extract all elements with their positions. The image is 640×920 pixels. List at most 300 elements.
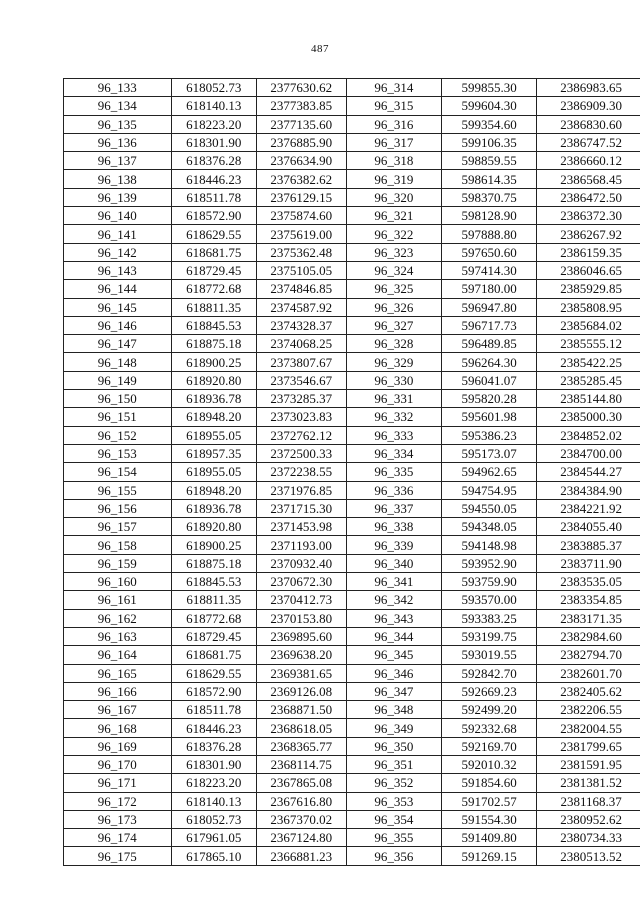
point-id-right-cell: 96_338: [346, 518, 441, 536]
x-coordinate-left-cell: 618511.78: [171, 188, 256, 206]
y-coordinate-right-cell: 2386568.45: [537, 170, 640, 188]
y-coordinate-right-cell: 2386660.12: [537, 152, 640, 170]
x-coordinate-right-cell: 591702.57: [442, 792, 537, 810]
point-id-left-cell: 96_144: [64, 280, 172, 298]
table-row: [64, 719, 640, 737]
x-coordinate-left-cell: 618572.90: [171, 207, 256, 225]
x-coordinate-left-cell: 618920.80: [171, 371, 256, 389]
x-coordinate-left-cell: 618301.90: [171, 755, 256, 773]
x-coordinate-left-cell: 618845.53: [171, 316, 256, 334]
x-coordinate-right-cell: 595386.23: [442, 426, 537, 444]
point-id-right-cell: 96_333: [346, 426, 441, 444]
y-coordinate-right-cell: 2383885.37: [537, 536, 640, 554]
x-coordinate-left-cell: 618729.45: [171, 261, 256, 279]
point-id-left-cell: 96_147: [64, 335, 172, 353]
y-coordinate-left-cell: 2374587.92: [256, 298, 346, 316]
x-coordinate-right-cell: 594962.65: [442, 463, 537, 481]
table-row: [64, 755, 640, 773]
point-id-left-cell: 96_158: [64, 536, 172, 554]
y-coordinate-right-cell: 2385285.45: [537, 371, 640, 389]
x-coordinate-right-cell: 599604.30: [442, 97, 537, 115]
table-row: [64, 316, 640, 334]
y-coordinate-left-cell: 2369381.65: [256, 664, 346, 682]
point-id-right-cell: 96_317: [346, 133, 441, 151]
x-coordinate-left-cell: 618772.68: [171, 609, 256, 627]
point-id-right-cell: 96_355: [346, 829, 441, 847]
y-coordinate-right-cell: 2385144.80: [537, 390, 640, 408]
y-coordinate-right-cell: 2385808.95: [537, 298, 640, 316]
y-coordinate-right-cell: 2384055.40: [537, 518, 640, 536]
table-row: [64, 243, 640, 261]
point-id-left-cell: 96_143: [64, 261, 172, 279]
y-coordinate-right-cell: 2384384.90: [537, 481, 640, 499]
point-id-right-cell: 96_316: [346, 115, 441, 133]
y-coordinate-left-cell: 2366881.23: [256, 847, 346, 865]
y-coordinate-left-cell: 2376634.90: [256, 152, 346, 170]
point-id-left-cell: 96_167: [64, 701, 172, 719]
y-coordinate-right-cell: 2386909.30: [537, 97, 640, 115]
table-row: [64, 701, 640, 719]
x-coordinate-right-cell: 593019.55: [442, 646, 537, 664]
y-coordinate-left-cell: 2369895.60: [256, 627, 346, 645]
y-coordinate-left-cell: 2373546.67: [256, 371, 346, 389]
table-row: [64, 499, 640, 517]
y-coordinate-right-cell: 2385000.30: [537, 408, 640, 426]
point-id-left-cell: 96_173: [64, 810, 172, 828]
point-id-right-cell: 96_321: [346, 207, 441, 225]
x-coordinate-left-cell: 618681.75: [171, 243, 256, 261]
x-coordinate-left-cell: 618955.05: [171, 463, 256, 481]
y-coordinate-left-cell: 2377135.60: [256, 115, 346, 133]
x-coordinate-left-cell: 618875.18: [171, 554, 256, 572]
point-id-left-cell: 96_139: [64, 188, 172, 206]
point-id-right-cell: 96_353: [346, 792, 441, 810]
point-id-left-cell: 96_135: [64, 115, 172, 133]
x-coordinate-right-cell: 598614.35: [442, 170, 537, 188]
point-id-left-cell: 96_152: [64, 426, 172, 444]
table-row: [64, 371, 640, 389]
table-row: [64, 133, 640, 151]
point-id-left-cell: 96_153: [64, 444, 172, 462]
x-coordinate-right-cell: 592669.23: [442, 682, 537, 700]
table-row: [64, 426, 640, 444]
table-row: [64, 261, 640, 279]
table-row: [64, 829, 640, 847]
x-coordinate-right-cell: 591554.30: [442, 810, 537, 828]
point-id-right-cell: 96_341: [346, 573, 441, 591]
point-id-right-cell: 96_327: [346, 316, 441, 334]
x-coordinate-left-cell: 618511.78: [171, 701, 256, 719]
table-row: [64, 847, 640, 865]
y-coordinate-left-cell: 2367865.08: [256, 774, 346, 792]
point-id-left-cell: 96_165: [64, 664, 172, 682]
point-id-right-cell: 96_352: [346, 774, 441, 792]
x-coordinate-left-cell: 618376.28: [171, 737, 256, 755]
table-row: [64, 280, 640, 298]
point-id-left-cell: 96_145: [64, 298, 172, 316]
point-id-left-cell: 96_162: [64, 609, 172, 627]
x-coordinate-right-cell: 591269.15: [442, 847, 537, 865]
point-id-left-cell: 96_138: [64, 170, 172, 188]
point-id-left-cell: 96_133: [64, 79, 172, 97]
x-coordinate-left-cell: 618900.25: [171, 353, 256, 371]
y-coordinate-right-cell: 2384544.27: [537, 463, 640, 481]
y-coordinate-left-cell: 2374068.25: [256, 335, 346, 353]
y-coordinate-left-cell: 2370153.80: [256, 609, 346, 627]
x-coordinate-right-cell: 593570.00: [442, 591, 537, 609]
y-coordinate-right-cell: 2380734.33: [537, 829, 640, 847]
table-row: [64, 444, 640, 462]
x-coordinate-right-cell: 597888.80: [442, 225, 537, 243]
table-row: [64, 481, 640, 499]
y-coordinate-left-cell: 2370932.40: [256, 554, 346, 572]
x-coordinate-right-cell: 593952.90: [442, 554, 537, 572]
table-row: [64, 536, 640, 554]
x-coordinate-left-cell: 618845.53: [171, 573, 256, 591]
x-coordinate-left-cell: 618052.73: [171, 79, 256, 97]
x-coordinate-right-cell: 599354.60: [442, 115, 537, 133]
y-coordinate-left-cell: 2368871.50: [256, 701, 346, 719]
point-id-right-cell: 96_323: [346, 243, 441, 261]
point-id-right-cell: 96_339: [346, 536, 441, 554]
point-id-left-cell: 96_159: [64, 554, 172, 572]
point-id-right-cell: 96_326: [346, 298, 441, 316]
x-coordinate-right-cell: 594754.95: [442, 481, 537, 499]
point-id-right-cell: 96_346: [346, 664, 441, 682]
point-id-right-cell: 96_354: [346, 810, 441, 828]
point-id-right-cell: 96_325: [346, 280, 441, 298]
y-coordinate-left-cell: 2375874.60: [256, 207, 346, 225]
point-id-left-cell: 96_155: [64, 481, 172, 499]
x-coordinate-right-cell: 597180.00: [442, 280, 537, 298]
point-id-left-cell: 96_141: [64, 225, 172, 243]
x-coordinate-right-cell: 598859.55: [442, 152, 537, 170]
y-coordinate-right-cell: 2386472.50: [537, 188, 640, 206]
x-coordinate-left-cell: 618936.78: [171, 499, 256, 517]
x-coordinate-left-cell: 618629.55: [171, 664, 256, 682]
y-coordinate-right-cell: 2381591.95: [537, 755, 640, 773]
y-coordinate-left-cell: 2375619.00: [256, 225, 346, 243]
table-row: [64, 390, 640, 408]
point-id-left-cell: 96_172: [64, 792, 172, 810]
y-coordinate-right-cell: 2380513.52: [537, 847, 640, 865]
x-coordinate-right-cell: 592842.70: [442, 664, 537, 682]
x-coordinate-left-cell: 618948.20: [171, 408, 256, 426]
x-coordinate-right-cell: 597414.30: [442, 261, 537, 279]
point-id-left-cell: 96_154: [64, 463, 172, 481]
point-id-right-cell: 96_332: [346, 408, 441, 426]
y-coordinate-left-cell: 2374328.37: [256, 316, 346, 334]
y-coordinate-left-cell: 2371193.00: [256, 536, 346, 554]
y-coordinate-right-cell: 2385929.85: [537, 280, 640, 298]
y-coordinate-left-cell: 2376129.15: [256, 188, 346, 206]
y-coordinate-right-cell: 2382984.60: [537, 627, 640, 645]
point-id-right-cell: 96_324: [346, 261, 441, 279]
point-id-left-cell: 96_175: [64, 847, 172, 865]
point-id-left-cell: 96_140: [64, 207, 172, 225]
x-coordinate-right-cell: 594148.98: [442, 536, 537, 554]
y-coordinate-left-cell: 2375362.48: [256, 243, 346, 261]
x-coordinate-left-cell: 618811.35: [171, 298, 256, 316]
x-coordinate-right-cell: 599855.30: [442, 79, 537, 97]
x-coordinate-right-cell: 596489.85: [442, 335, 537, 353]
point-id-left-cell: 96_168: [64, 719, 172, 737]
y-coordinate-right-cell: 2384852.02: [537, 426, 640, 444]
x-coordinate-left-cell: 618223.20: [171, 115, 256, 133]
x-coordinate-left-cell: 618948.20: [171, 481, 256, 499]
point-id-left-cell: 96_150: [64, 390, 172, 408]
table-row: [64, 664, 640, 682]
x-coordinate-left-cell: 618811.35: [171, 591, 256, 609]
x-coordinate-right-cell: 591854.60: [442, 774, 537, 792]
y-coordinate-left-cell: 2369126.08: [256, 682, 346, 700]
point-id-right-cell: 96_348: [346, 701, 441, 719]
point-id-left-cell: 96_160: [64, 573, 172, 591]
x-coordinate-right-cell: 591409.80: [442, 829, 537, 847]
x-coordinate-right-cell: 593759.90: [442, 573, 537, 591]
point-id-right-cell: 96_334: [346, 444, 441, 462]
table-row: [64, 646, 640, 664]
y-coordinate-right-cell: 2386046.65: [537, 261, 640, 279]
y-coordinate-left-cell: 2371715.30: [256, 499, 346, 517]
point-id-right-cell: 96_314: [346, 79, 441, 97]
table-row: [64, 353, 640, 371]
point-id-right-cell: 96_322: [346, 225, 441, 243]
x-coordinate-left-cell: 618900.25: [171, 536, 256, 554]
x-coordinate-left-cell: 618729.45: [171, 627, 256, 645]
x-coordinate-left-cell: 618772.68: [171, 280, 256, 298]
y-coordinate-left-cell: 2377630.62: [256, 79, 346, 97]
point-id-right-cell: 96_318: [346, 152, 441, 170]
y-coordinate-right-cell: 2383354.85: [537, 591, 640, 609]
x-coordinate-right-cell: 593383.25: [442, 609, 537, 627]
x-coordinate-right-cell: 598370.75: [442, 188, 537, 206]
x-coordinate-right-cell: 592332.68: [442, 719, 537, 737]
point-id-left-cell: 96_137: [64, 152, 172, 170]
y-coordinate-right-cell: 2382405.62: [537, 682, 640, 700]
table-row: [64, 682, 640, 700]
point-id-left-cell: 96_148: [64, 353, 172, 371]
table-row: [64, 298, 640, 316]
table-row: [64, 792, 640, 810]
point-id-right-cell: 96_330: [346, 371, 441, 389]
y-coordinate-left-cell: 2369638.20: [256, 646, 346, 664]
table-row: [64, 152, 640, 170]
table-row: [64, 225, 640, 243]
point-id-left-cell: 96_169: [64, 737, 172, 755]
point-id-right-cell: 96_320: [346, 188, 441, 206]
point-id-right-cell: 96_340: [346, 554, 441, 572]
point-id-left-cell: 96_156: [64, 499, 172, 517]
y-coordinate-left-cell: 2371453.98: [256, 518, 346, 536]
y-coordinate-right-cell: 2381799.65: [537, 737, 640, 755]
point-id-right-cell: 96_315: [346, 97, 441, 115]
point-id-right-cell: 96_336: [346, 481, 441, 499]
x-coordinate-left-cell: 618920.80: [171, 518, 256, 536]
x-coordinate-left-cell: 618223.20: [171, 774, 256, 792]
y-coordinate-right-cell: 2382794.70: [537, 646, 640, 664]
point-id-right-cell: 96_350: [346, 737, 441, 755]
x-coordinate-left-cell: 618955.05: [171, 426, 256, 444]
x-coordinate-left-cell: 618875.18: [171, 335, 256, 353]
point-id-left-cell: 96_157: [64, 518, 172, 536]
y-coordinate-right-cell: 2386830.60: [537, 115, 640, 133]
table-row: [64, 554, 640, 572]
y-coordinate-right-cell: 2382206.55: [537, 701, 640, 719]
y-coordinate-right-cell: 2383535.05: [537, 573, 640, 591]
point-id-right-cell: 96_328: [346, 335, 441, 353]
y-coordinate-right-cell: 2386372.30: [537, 207, 640, 225]
point-id-right-cell: 96_331: [346, 390, 441, 408]
y-coordinate-right-cell: 2380952.62: [537, 810, 640, 828]
point-id-left-cell: 96_151: [64, 408, 172, 426]
x-coordinate-left-cell: 617961.05: [171, 829, 256, 847]
table-row: [64, 97, 640, 115]
y-coordinate-left-cell: 2368114.75: [256, 755, 346, 773]
coordinate-table: [63, 78, 640, 866]
point-id-left-cell: 96_149: [64, 371, 172, 389]
point-id-right-cell: 96_343: [346, 609, 441, 627]
point-id-right-cell: 96_351: [346, 755, 441, 773]
table-row: [64, 609, 640, 627]
x-coordinate-right-cell: 596717.73: [442, 316, 537, 334]
x-coordinate-right-cell: 598128.90: [442, 207, 537, 225]
y-coordinate-right-cell: 2386159.35: [537, 243, 640, 261]
point-id-right-cell: 96_345: [346, 646, 441, 664]
table-row: [64, 463, 640, 481]
y-coordinate-left-cell: 2367616.80: [256, 792, 346, 810]
x-coordinate-left-cell: 618446.23: [171, 170, 256, 188]
y-coordinate-right-cell: 2386983.65: [537, 79, 640, 97]
x-coordinate-left-cell: 618052.73: [171, 810, 256, 828]
x-coordinate-right-cell: 594348.05: [442, 518, 537, 536]
y-coordinate-right-cell: 2382601.70: [537, 664, 640, 682]
point-id-left-cell: 96_163: [64, 627, 172, 645]
y-coordinate-left-cell: 2372238.55: [256, 463, 346, 481]
y-coordinate-left-cell: 2372762.12: [256, 426, 346, 444]
y-coordinate-left-cell: 2370412.73: [256, 591, 346, 609]
y-coordinate-right-cell: 2385555.12: [537, 335, 640, 353]
x-coordinate-left-cell: 618936.78: [171, 390, 256, 408]
table-row: [64, 627, 640, 645]
table-row: [64, 737, 640, 755]
table-row: [64, 518, 640, 536]
point-id-left-cell: 96_166: [64, 682, 172, 700]
point-id-left-cell: 96_134: [64, 97, 172, 115]
y-coordinate-right-cell: 2384221.92: [537, 499, 640, 517]
point-id-left-cell: 96_174: [64, 829, 172, 847]
point-id-right-cell: 96_347: [346, 682, 441, 700]
y-coordinate-left-cell: 2368618.05: [256, 719, 346, 737]
x-coordinate-right-cell: 594550.05: [442, 499, 537, 517]
point-id-right-cell: 96_337: [346, 499, 441, 517]
point-id-left-cell: 96_142: [64, 243, 172, 261]
table-row: [64, 115, 640, 133]
y-coordinate-left-cell: 2368365.77: [256, 737, 346, 755]
point-id-right-cell: 96_319: [346, 170, 441, 188]
x-coordinate-right-cell: 593199.75: [442, 627, 537, 645]
x-coordinate-left-cell: 618629.55: [171, 225, 256, 243]
y-coordinate-left-cell: 2373807.67: [256, 353, 346, 371]
y-coordinate-right-cell: 2383711.90: [537, 554, 640, 572]
y-coordinate-left-cell: 2373285.37: [256, 390, 346, 408]
y-coordinate-left-cell: 2367124.80: [256, 829, 346, 847]
x-coordinate-right-cell: 592499.20: [442, 701, 537, 719]
y-coordinate-right-cell: 2381381.52: [537, 774, 640, 792]
y-coordinate-right-cell: 2384700.00: [537, 444, 640, 462]
x-coordinate-left-cell: 617865.10: [171, 847, 256, 865]
y-coordinate-right-cell: 2385684.02: [537, 316, 640, 334]
x-coordinate-right-cell: 595173.07: [442, 444, 537, 462]
x-coordinate-right-cell: 599106.35: [442, 133, 537, 151]
table-row: [64, 408, 640, 426]
y-coordinate-left-cell: 2375105.05: [256, 261, 346, 279]
point-id-left-cell: 96_171: [64, 774, 172, 792]
y-coordinate-right-cell: 2382004.55: [537, 719, 640, 737]
x-coordinate-right-cell: 595820.28: [442, 390, 537, 408]
point-id-left-cell: 96_136: [64, 133, 172, 151]
point-id-left-cell: 96_161: [64, 591, 172, 609]
point-id-left-cell: 96_164: [64, 646, 172, 664]
x-coordinate-right-cell: 592010.32: [442, 755, 537, 773]
x-coordinate-left-cell: 618681.75: [171, 646, 256, 664]
x-coordinate-left-cell: 618140.13: [171, 792, 256, 810]
point-id-right-cell: 96_349: [346, 719, 441, 737]
y-coordinate-right-cell: 2386267.92: [537, 225, 640, 243]
y-coordinate-left-cell: 2376885.90: [256, 133, 346, 151]
x-coordinate-right-cell: 596041.07: [442, 371, 537, 389]
point-id-left-cell: 96_146: [64, 316, 172, 334]
x-coordinate-right-cell: 597650.60: [442, 243, 537, 261]
y-coordinate-left-cell: 2373023.83: [256, 408, 346, 426]
x-coordinate-right-cell: 596947.80: [442, 298, 537, 316]
table-row: [64, 207, 640, 225]
table-row: [64, 188, 640, 206]
table-row: [64, 774, 640, 792]
y-coordinate-left-cell: 2374846.85: [256, 280, 346, 298]
table-row: [64, 79, 640, 97]
point-id-right-cell: 96_329: [346, 353, 441, 371]
y-coordinate-left-cell: 2376382.62: [256, 170, 346, 188]
y-coordinate-right-cell: 2381168.37: [537, 792, 640, 810]
table-row: [64, 810, 640, 828]
point-id-right-cell: 96_335: [346, 463, 441, 481]
table-row: [64, 591, 640, 609]
x-coordinate-left-cell: 618957.35: [171, 444, 256, 462]
y-coordinate-left-cell: 2372500.33: [256, 444, 346, 462]
x-coordinate-left-cell: 618376.28: [171, 152, 256, 170]
y-coordinate-left-cell: 2367370.02: [256, 810, 346, 828]
table-row: [64, 170, 640, 188]
y-coordinate-left-cell: 2377383.85: [256, 97, 346, 115]
table-row: [64, 335, 640, 353]
x-coordinate-left-cell: 618446.23: [171, 719, 256, 737]
x-coordinate-right-cell: 596264.30: [442, 353, 537, 371]
y-coordinate-right-cell: 2383171.35: [537, 609, 640, 627]
y-coordinate-left-cell: 2371976.85: [256, 481, 346, 499]
y-coordinate-right-cell: 2386747.52: [537, 133, 640, 151]
point-id-left-cell: 96_170: [64, 755, 172, 773]
x-coordinate-left-cell: 618301.90: [171, 133, 256, 151]
point-id-right-cell: 96_342: [346, 591, 441, 609]
point-id-right-cell: 96_344: [346, 627, 441, 645]
x-coordinate-right-cell: 595601.98: [442, 408, 537, 426]
y-coordinate-left-cell: 2370672.30: [256, 573, 346, 591]
point-id-right-cell: 96_356: [346, 847, 441, 865]
x-coordinate-right-cell: 592169.70: [442, 737, 537, 755]
y-coordinate-right-cell: 2385422.25: [537, 353, 640, 371]
table-row: [64, 573, 640, 591]
